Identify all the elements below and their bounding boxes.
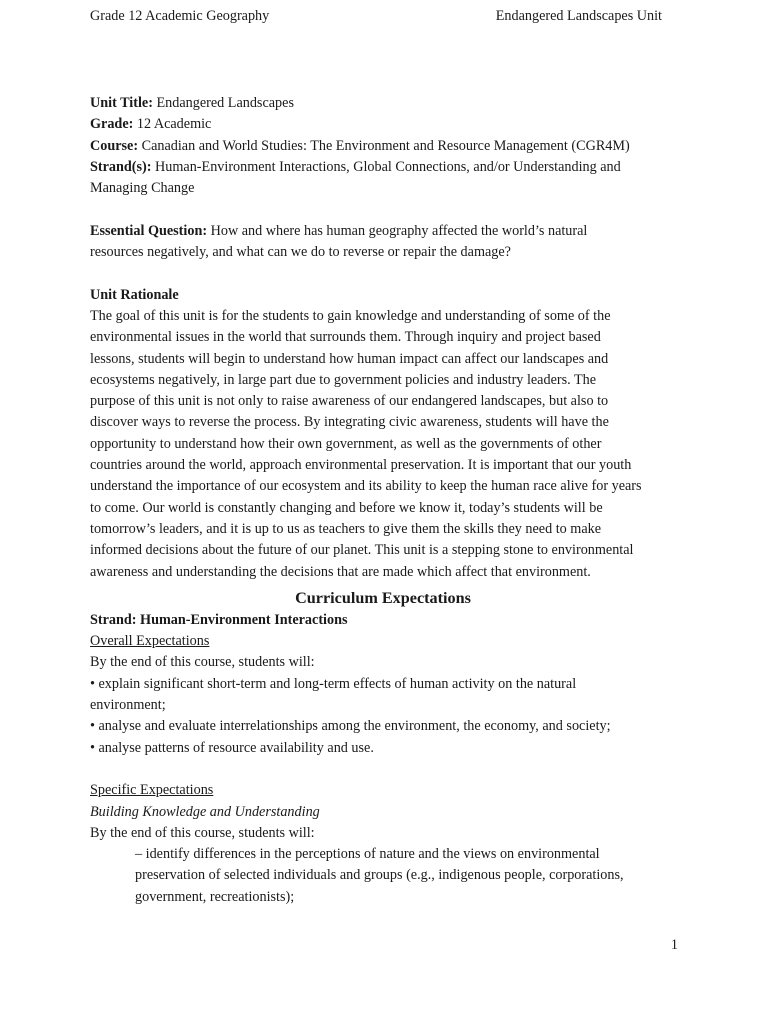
rationale-line: informed decisions about the future of our planet. This unit is a stepping stone to environmental [90,542,634,559]
header-course-name: Grade 12 Academic Geography [90,8,270,24]
rationale-line: opportunity to understand how their own government, as well as the governments of other [90,435,602,452]
specific-subheading: Building Knowledge and Understanding [90,803,320,820]
page-number: 1 [670,937,678,953]
rationale-line: The goal of this unit is for the students to gain knowledge and understanding of some of the [90,307,611,324]
strands-value: Human-Environment Interactions, Global Connections, and/or Understanding and [151,158,621,175]
essential-question-text: How and where has human geography affected the world’s natural [207,222,588,239]
rationale-line: lessons, students will begin to understand how human impact can affect our landscapes and [90,350,609,367]
overall-line: • analyse and evaluate interrelationships among the environment, the economy, and society; [90,718,611,735]
specific-line: – identify differences in the perceptions of nature and the views on environmental [135,846,600,863]
rationale-line: purpose of this unit is not only to raise awareness of our endangered landscapes, but also to [90,393,609,410]
course-line [90,136,690,157]
grade-label: Grade: [90,116,134,133]
strands-line [90,157,690,178]
specific-intro: By the end of this course, students will: [90,824,315,841]
rationale-heading: Unit Rationale [90,286,179,303]
overall-line: • explain significant short-term and long-term effects of human activity on the natural [90,675,577,692]
overall-intro: By the end of this course, students will: [90,654,315,671]
curriculum-heading: Curriculum Expectations [295,588,471,607]
document-body [90,93,690,908]
strands-line-continued: Managing Change [90,180,195,197]
strands-label: Strand(s): [90,158,152,175]
grade-value: 12 Academic [133,116,212,133]
rationale-line: understand the importance of our ecosystem and its ability to keep the human race alive for years [90,478,642,495]
overall-expectations-heading: Overall Expectations [90,633,210,650]
overall-line: • analyse patterns of resource availability and use. [90,739,374,756]
rationale-line: countries around the world, approach environmental preservation. It is important that our youth [90,457,632,474]
essential-question-line [90,221,690,242]
grade-line [90,114,690,135]
essential-question-text-continued: resources negatively, and what can we do to reverse or repair the damage? [90,244,511,261]
specific-line: preservation of selected individuals and groups (e.g., indigenous people, corporations, [135,867,624,884]
unit-title-label: Unit Title: [90,95,153,111]
overall-line: environment; [90,697,166,714]
unit-title-value: Endangered Landscapes [152,95,294,111]
specific-line: government, recreationists); [135,888,295,905]
course-label: Course: [90,137,139,154]
rationale-line: discover ways to reverse the process. By integrating civic awareness, students will have the [90,414,609,431]
header-unit-name: Endangered Landscapes Unit [495,8,662,24]
rationale-line: to come. Our world is constantly changing and before we know it, today’s students will be [90,499,603,516]
strand-heading: Strand: Human-Environment Interactions [90,611,348,628]
essential-question-label: Essential Question: [90,222,208,239]
course-value: Canadian and World Studies: The Environment and Resource Management (CGR4M) [138,137,630,154]
rationale-line: ecosystems negatively, in large part due to government policies and industry leaders. The [90,371,597,388]
rationale-paragraph [90,306,690,583]
rationale-line: environmental issues in the world that surrounds them. Through inquiry and project based [90,329,601,346]
unit-title-line [90,93,690,114]
rationale-line: awareness and understanding the decisions that are made which affect that environment. [90,563,591,580]
rationale-line: tomorrow’s leaders, and it is up to us as teachers to give them the skills they need to make [90,520,602,537]
specific-expectations-heading: Specific Expectations [90,782,214,799]
